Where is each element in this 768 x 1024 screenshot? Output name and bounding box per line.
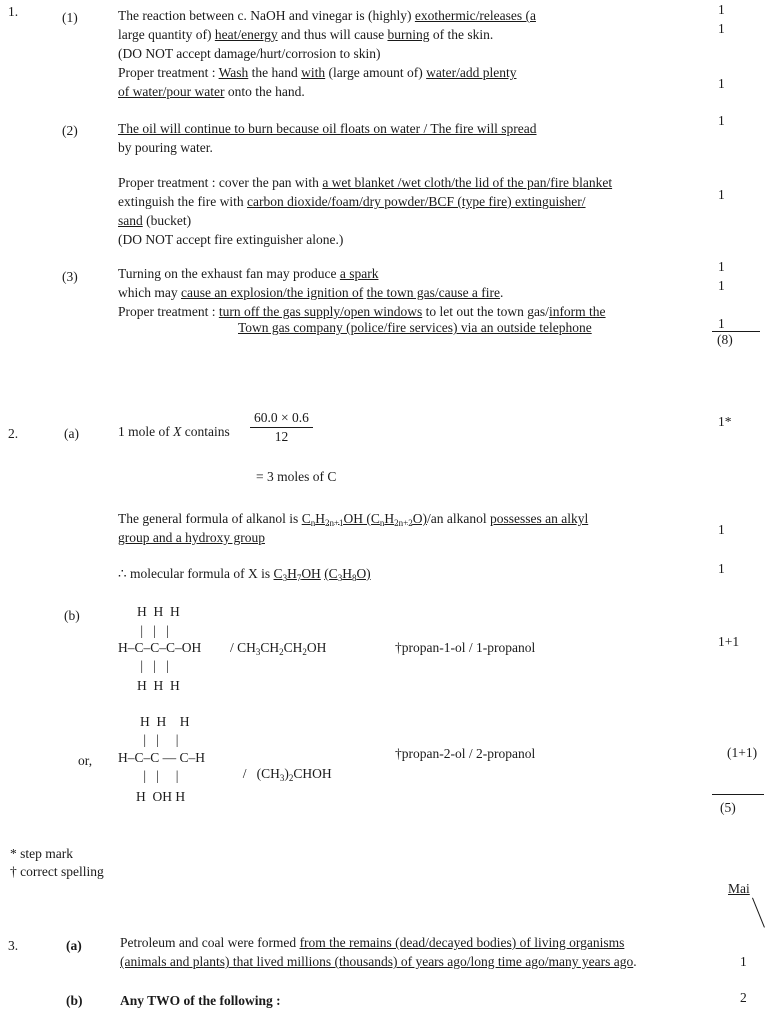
- q1-part3-line2: which may cause an explosion/the ignition of the town gas/cause a fire.: [118, 285, 504, 300]
- q1-part1-line4: Proper treatment : Wash the hand with (large amount of) water/add plenty: [118, 65, 517, 80]
- q1-part2-label: (2): [62, 123, 78, 138]
- q1-part3-mark1: 1: [718, 259, 725, 274]
- q1-part2-line2: by pouring water.: [118, 140, 213, 155]
- propan2ol-structure-row5: H OH H: [136, 789, 186, 804]
- q1-part3-line3: Proper treatment : turn off the gas supply/open windows to let out the town gas/inform the: [118, 304, 606, 319]
- q1-part2-mark1: 1: [718, 113, 725, 128]
- q2a-molecular-formula: ∴ molecular formula of X is $C_3H_7OH$ $(C_3H_8O)$: [118, 566, 371, 583]
- q2a-general-formula: The general formula of alkanol is $C_nH_{2n+1}OH$ $(C_nH_{2n+2}O)/an$ alkanol possesses an alkyl: [118, 511, 589, 528]
- q2-part-b-label: (b): [64, 608, 80, 623]
- q3a-line1: Petroleum and coal were formed from the remains (dead/decayed bodies) of living organisms: [120, 935, 625, 950]
- propan1ol-name: †propan-1-ol / 1-propanol: [395, 640, 536, 655]
- q1-part2-mark2: 1: [718, 187, 725, 202]
- propan1ol-structure-row1: H H H: [137, 604, 180, 619]
- q2a-fraction: [250, 410, 313, 445]
- q2-total-rule: [712, 794, 764, 795]
- q1-part2-line4: extinguish the fire with carbon dioxide/foam/dry powder/BCF (type fire) extinguisher/: [118, 194, 586, 209]
- propan1ol-structure-row5: H H H: [137, 678, 180, 693]
- q2a-fraction-numerator: 60.0 × 0.6: [250, 410, 313, 428]
- q1-part3-mark2: 1: [718, 278, 725, 293]
- q2-part-a-label: (a): [64, 426, 79, 441]
- propan2ol-structure-row2: | | |: [140, 732, 179, 747]
- q2a-general-formula-line2: group and a hydroxy group: [118, 530, 265, 545]
- q1-part3-line1: Turning on the exhaust fan may produce a spark: [118, 266, 379, 281]
- note-correct-spelling: † correct spelling: [10, 864, 104, 879]
- q1-part1-mark1: 1: [718, 2, 725, 17]
- q3a-mark1: 1: [740, 954, 747, 969]
- propan2ol-name: †propan-2-ol / 2-propanol: [395, 746, 536, 761]
- q1-number: 1.: [8, 4, 19, 19]
- q3a-line2: (animals and plants) that lived millions (thousands) of years ago/long time ago/many years ago.: [120, 954, 637, 969]
- q2a-result: = 3 moles of C: [256, 469, 337, 484]
- q3b-mark1: 2: [740, 990, 747, 1005]
- q2-total: (5): [720, 800, 736, 815]
- propan2ol-structure-row4: | | |: [140, 768, 179, 783]
- q1-part2-line6: (DO NOT accept fire extinguisher alone.): [118, 232, 344, 247]
- q3b-line1: Any TWO of the following :: [120, 993, 281, 1008]
- q1-part3-label: (3): [62, 269, 78, 284]
- q1-part3-mark3: 1: [718, 316, 725, 331]
- q1-part1-line5: of water/pour water onto the hand.: [118, 84, 305, 99]
- q2b-mark1: 1+1: [718, 634, 740, 649]
- propan1ol-structure-row3: H–C–C–C–OH: [118, 640, 202, 655]
- q1-part1-line1: The reaction between c. NaOH and vinegar is (highly) exothermic/releases (a: [118, 8, 536, 23]
- q3-part-b-label: (b): [66, 993, 83, 1008]
- q2-number: 2.: [8, 426, 19, 441]
- q2b-mark2: (1+1): [727, 745, 758, 760]
- q2a-mark1: 1*: [718, 414, 732, 429]
- q1-part3-line4: Town gas company (police/fire services) via an outside telephone: [238, 320, 592, 335]
- or-label: or,: [78, 753, 93, 768]
- note-step-mark: * step mark: [10, 846, 73, 861]
- q2a-mark3: 1: [718, 561, 725, 576]
- q1-part2-line3: Proper treatment : cover the pan with a wet blanket /wet cloth/the lid of the pan/fire blanket: [118, 175, 613, 190]
- q1-total: (8): [717, 332, 733, 347]
- q3-part-a-label: (a): [66, 938, 82, 953]
- q1-part1-mark3: 1: [718, 76, 725, 91]
- corner-handwritten-note: Mai: [728, 881, 750, 896]
- propan2ol-structure-row1: H H H: [140, 714, 190, 729]
- q2a-fraction-denominator: 12: [274, 429, 289, 445]
- q2a-mark2: 1: [718, 522, 725, 537]
- propan1ol-structure-row2: | | |: [137, 623, 169, 638]
- propan2ol-structure-row3: H–C–C — C–H: [118, 750, 206, 765]
- propan1ol-condensed-formula: / $CH_3CH_2CH_2OH$: [230, 640, 327, 657]
- q1-part2-line5: sand (bucket): [118, 213, 192, 228]
- q1-part1-line3: (DO NOT accept damage/hurt/corrosion to skin): [118, 46, 381, 61]
- q1-part1-line2: large quantity of) heat/energy and thus will cause burning of the skin.: [118, 27, 494, 42]
- q3-number: 3.: [8, 938, 19, 953]
- q2a-line1: 1 mole of X contains: [118, 424, 230, 439]
- propan1ol-structure-row4: | | |: [137, 658, 169, 673]
- q1-part2-line1: The oil will continue to burn because oil floats on water / The fire will spread: [118, 121, 537, 136]
- corner-mark-stroke: [752, 898, 765, 928]
- propan2ol-condensed-formula: / $(CH_3)_2CHOH$: [242, 766, 332, 784]
- q1-part1-mark2: 1: [718, 21, 725, 36]
- q1-part1-label: (1): [62, 10, 78, 25]
